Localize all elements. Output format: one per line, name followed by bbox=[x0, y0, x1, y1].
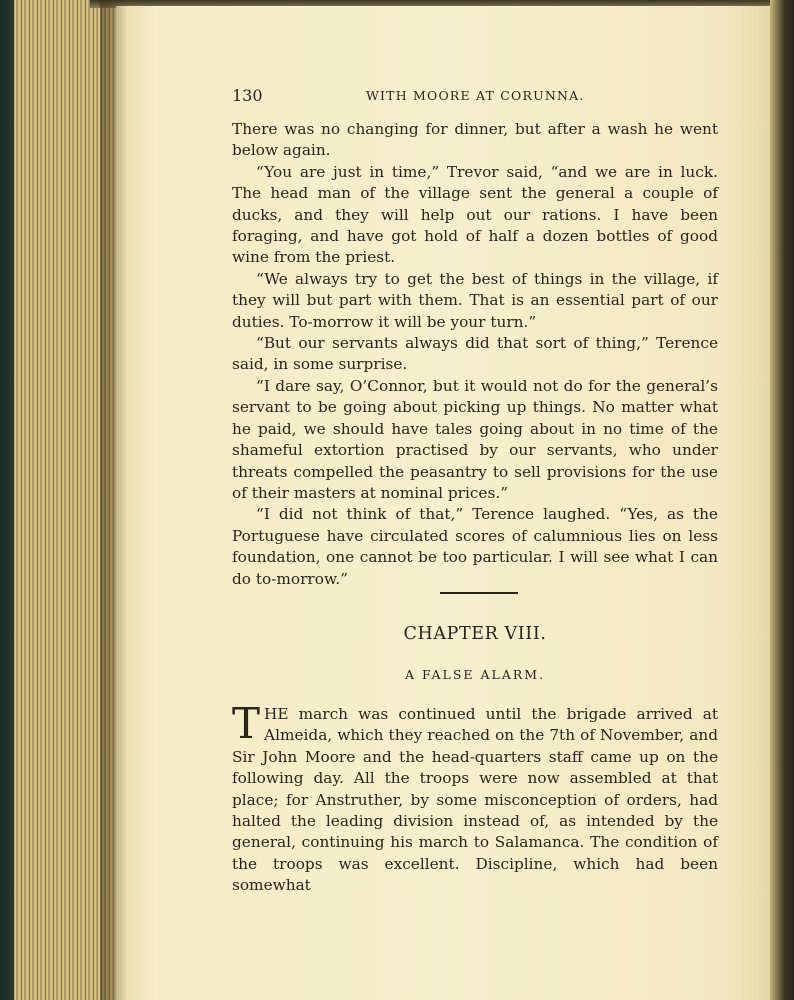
paragraph: There was no changing for dinner, but after a wash he went below again. bbox=[232, 120, 718, 160]
paragraph: “I did not think of that,” Terence laughed. “Yes, as the Portuguese have circulated scores of calumnious lies on less foundation, one cannot be too particular. I will see what I can do to-morrow.” bbox=[232, 505, 718, 588]
paragraph: “I dare say, O’Connor, but it would not do for the general’s servant to be going about picking up things. No matter what he paid, we should have tales going about in no time of the shameful extortion practised by our servants, who under threats compelled the peasantry to sell provisions for the use of their masters at nominal prices.” bbox=[232, 376, 718, 502]
right-page-edge bbox=[770, 0, 794, 1000]
running-title: WITH MOORE AT CORUNNA. bbox=[366, 88, 585, 103]
body-text bbox=[232, 119, 718, 590]
gutter-shadow bbox=[100, 0, 128, 1000]
paragraph: “You are just in time,” Trevor said, “and we are in luck. The head man of the village sent the general a couple of ducks, and they will help out our rations. I have been foraging, and have got hold of half a dozen bottles of good wine from the priest. bbox=[232, 162, 718, 267]
running-head bbox=[232, 86, 718, 108]
chapter-heading: CHAPTER VIII. bbox=[403, 624, 547, 644]
paragraph: “We always try to get the best of things in the village, if they will but part with them. That is an essential part of our duties. To-morrow it will be your turn.” bbox=[232, 269, 718, 331]
chapter-opening-text: HE march was continued until the brigade arrived at Almeida, which they reached on the 7th of November, and Sir John Moore and the head-quarters staff came up on the following day. All the troops were now assembled at that place; for Anstruther, by some misconception of orders, had halted the leading division instead of, as intended by the general, continuing his march to Salamanca. The condition of the troops was excellent. Discipline, which had been somewhat bbox=[232, 705, 718, 895]
chapter-body bbox=[232, 699, 718, 897]
chapter-opening-paragraph bbox=[232, 699, 718, 897]
page-number: 130 bbox=[232, 86, 263, 105]
section-divider bbox=[440, 592, 518, 594]
drop-cap: T bbox=[232, 699, 261, 748]
paragraph: “But our servants always did that sort of thing,” Terence said, in some surprise. bbox=[232, 334, 718, 374]
chapter-subtitle: A FALSE ALARM. bbox=[404, 667, 546, 682]
